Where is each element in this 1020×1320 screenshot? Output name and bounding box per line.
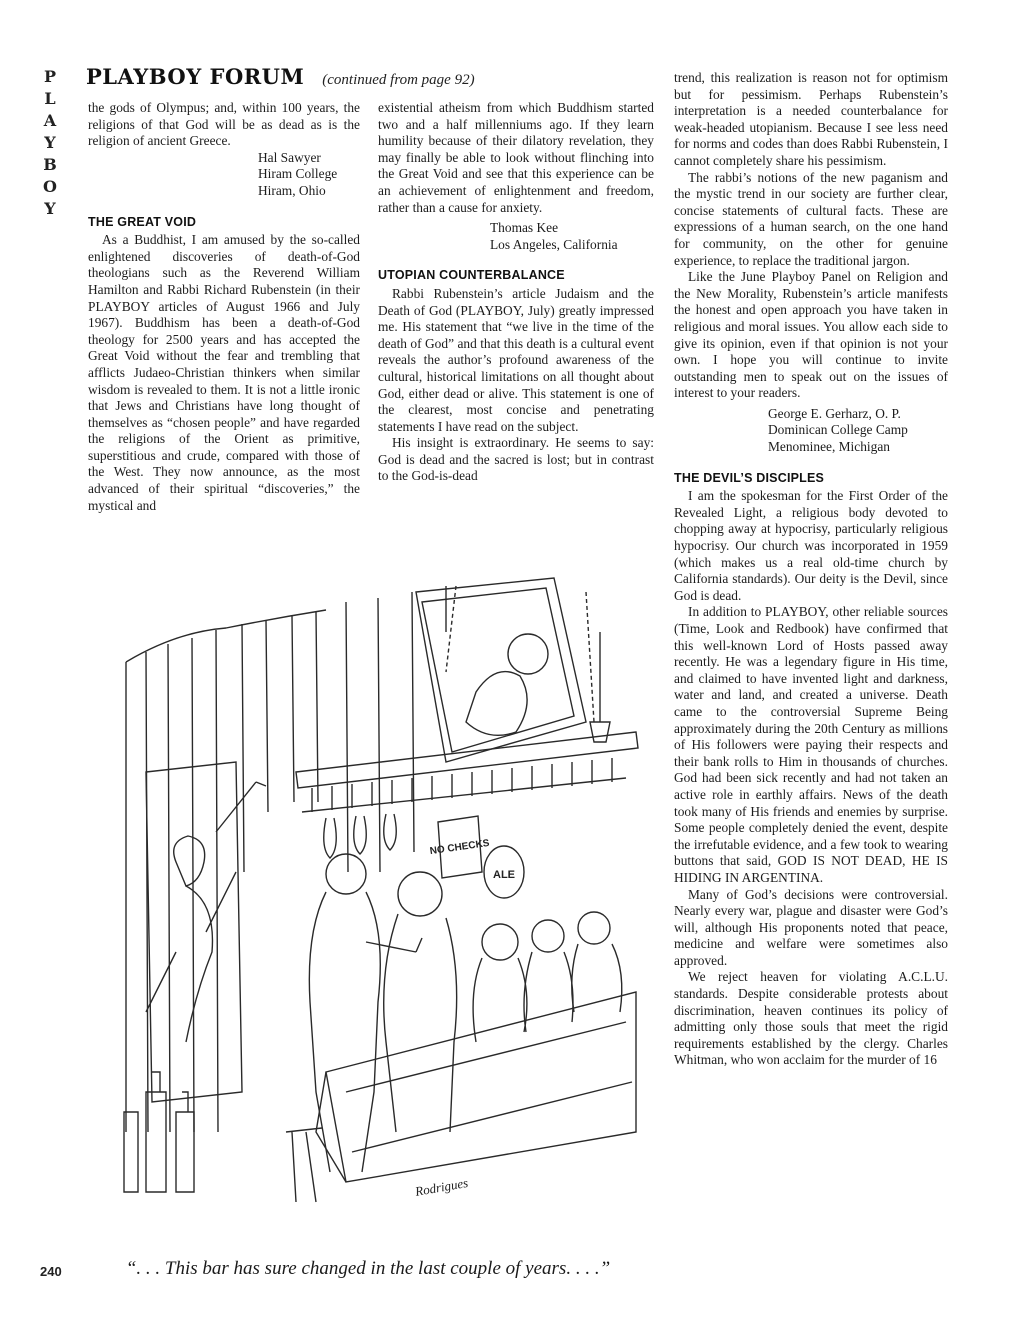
page-header <box>86 64 475 89</box>
section-title: PLAYBOY FORUM <box>86 64 305 89</box>
letter-heading: UTOPIAN COUNTERBALANCE <box>378 268 565 283</box>
sign-ale-text: ALE <box>493 869 515 881</box>
paragraph: Like the June Playboy Panel on Religion and the New Morality, Rubenstein’s article manifests the honest and open approach you have taken in religious and moral issues. You allow each side to give its opinion, even if that opinion is not your own. I hope you will continue to invite outstanding men to speak out on the issues of interest to your readers. <box>674 269 948 401</box>
signature-line: George E. Gerharz, O. P. <box>768 405 901 421</box>
signature-line: Menominee, Michigan <box>768 439 890 455</box>
letter-signature <box>674 406 948 456</box>
text-column-1 <box>88 100 360 514</box>
side-brand-vertical <box>36 66 64 220</box>
letter-heading: THE GREAT VOID <box>88 214 197 229</box>
sign-no-checks-text: NO CHECKS <box>429 837 491 858</box>
signature-line: Hiram, Ohio <box>258 182 326 198</box>
paragraph: In addition to PLAYBOY, other reliable sources (Time, Look and Redbook) have confirmed that this well-known Lord of Hosts passed away recently. He was a legendary figure in His time, and claimed to have invented light and darkness, water and land, and created a universe. Death came to the controversial Supreme Being approximately during the 20th Century as millions of His followers were paying their respects and their bank rolls to Him in thousands of churches. God had been sick recently and had not taken an active role in earthly affairs. News of the death took many of His friends and enemies by surprise. Some people completely denied the event, despite the irrefutable evidence, and a few took to wearing buttons that said, GOD IS NOT DEAD, HE IS HIDING IN ARGENTINA. <box>674 604 948 885</box>
letter-signature <box>378 220 654 253</box>
signature-line: Los Angeles, California <box>490 236 618 252</box>
paragraph: As a Buddhist, I am amused by the so-called enlightened discoveries of death-of-God theologians such as the Reverend William Hamilton and Rabbi Richard Rubenstein (in their PLAYBOY articles of August 1966 and July 1967). Buddhism has been a death-of-God theology for 2500 years and has accepted the Great Void without the fear and trembling that afflicts Judaeo-Christian thinkers when similar wisdom is revealed to them. It is not a little ironic that Jews and Christians have long thought of themselves as “chosen people” and have regarded the religions of the Orient as primitive, superstitious and crude, compared with those of the West. They now announce, as the most advanced of their spiritual “discoveries,” the mystical and <box>88 232 360 513</box>
continued-note: (continued from page 92) <box>322 72 475 88</box>
side-brand-letter: A <box>43 111 57 130</box>
paragraph: I am the spokesman for the First Order of the Revealed Light, a religious body devoted to chopping away at hypocrisy, particularly religious hypocrisy. Our church was incorporated in 1959 (which makes us a real old-time church by California standards). Our deity is the Devil, since God is dead. <box>674 488 948 603</box>
paragraph: The rabbi’s notions of the new paganism and the mystic trend in our society are further clear, concise statements of cultural facts. These are expressions of a human search, on the one hand for community, on the other for genuine experience, to replace the traditional jargon. <box>674 169 948 268</box>
paragraph: the gods of Olympus; and, within 100 years, the religions of that God will be as dead as is the religion of ancient Greece. <box>88 100 360 149</box>
artist-signature: Rodrigues <box>413 1174 470 1199</box>
letter-signature <box>88 150 360 200</box>
paragraph: Many of God’s decisions were controversial. Nearly every war, plague and disaster were God’s will, although His proponents noted that peace, medicine and welfare were sometimes also approved. <box>674 886 948 968</box>
side-brand-letter: L <box>44 89 56 108</box>
text-column-2 <box>378 100 654 485</box>
side-brand-letter: Y <box>44 199 56 218</box>
letter-heading: THE DEVIL’S DISCIPLES <box>674 470 825 485</box>
side-brand-letter: B <box>43 155 57 174</box>
side-brand-letter: P <box>43 67 57 86</box>
signature-line: Hiram College <box>258 166 338 182</box>
paragraph: existential atheism from which Buddhism started two and a half millenniums ago. If they learn humility because of their dilatory revelation, they may finally be able to look without flinching into the Great Void and see that this experience can be an achievement of enlightenment and freedom, rather than a cause for anxiety. <box>378 100 654 215</box>
page-number: 240 <box>40 1264 62 1279</box>
paragraph: trend, this realization is reason not for optimism but for pessimism. Perhaps Rubenstein’s interpretation is a needed counterbalance for weak-headed utopianism. Because I see less need for norms and codes than does Rabbi Rubenstein, I cannot completely share his pessimism. <box>674 70 948 168</box>
text-column-3 <box>674 70 948 1069</box>
signature-line: Thomas Kee <box>490 220 559 236</box>
paragraph: His insight is extraordinary. He seems to say: God is dead and the sacred is lost; but in contrast to the God-is-dead <box>378 435 654 484</box>
paragraph: Rabbi Rubenstein’s article Judaism and the Death of God (PLAYBOY, July) greatly impressed me. His statement that “we live in the time of the death of God” and that this death is a cultural event reveals the author’s profound awareness of the cultural, historical limitations on all thought about God, either dead or alive. This statement is one of the clearest, most concise and penetrating statements I have read on the subject. <box>378 285 654 434</box>
side-brand-letter: O <box>43 177 57 196</box>
paragraph: We reject heaven for violating A.C.L.U. standards. Despite considerable protests about discrimination, heaven continues its policy of admitting only those souls that meet the rigid requirements established by the clergy. Charles Whitman, who won acclaim for the murder of 16 <box>674 969 948 1068</box>
bar-cartoon-illustration <box>116 572 656 1212</box>
signature-line: Hal Sawyer <box>258 149 321 165</box>
side-brand-letter: Y <box>44 133 56 152</box>
cartoon-caption: “. . . This bar has sure changed in the last couple of years. . . .” <box>125 1258 611 1279</box>
signature-line: Dominican College Camp <box>768 422 908 438</box>
